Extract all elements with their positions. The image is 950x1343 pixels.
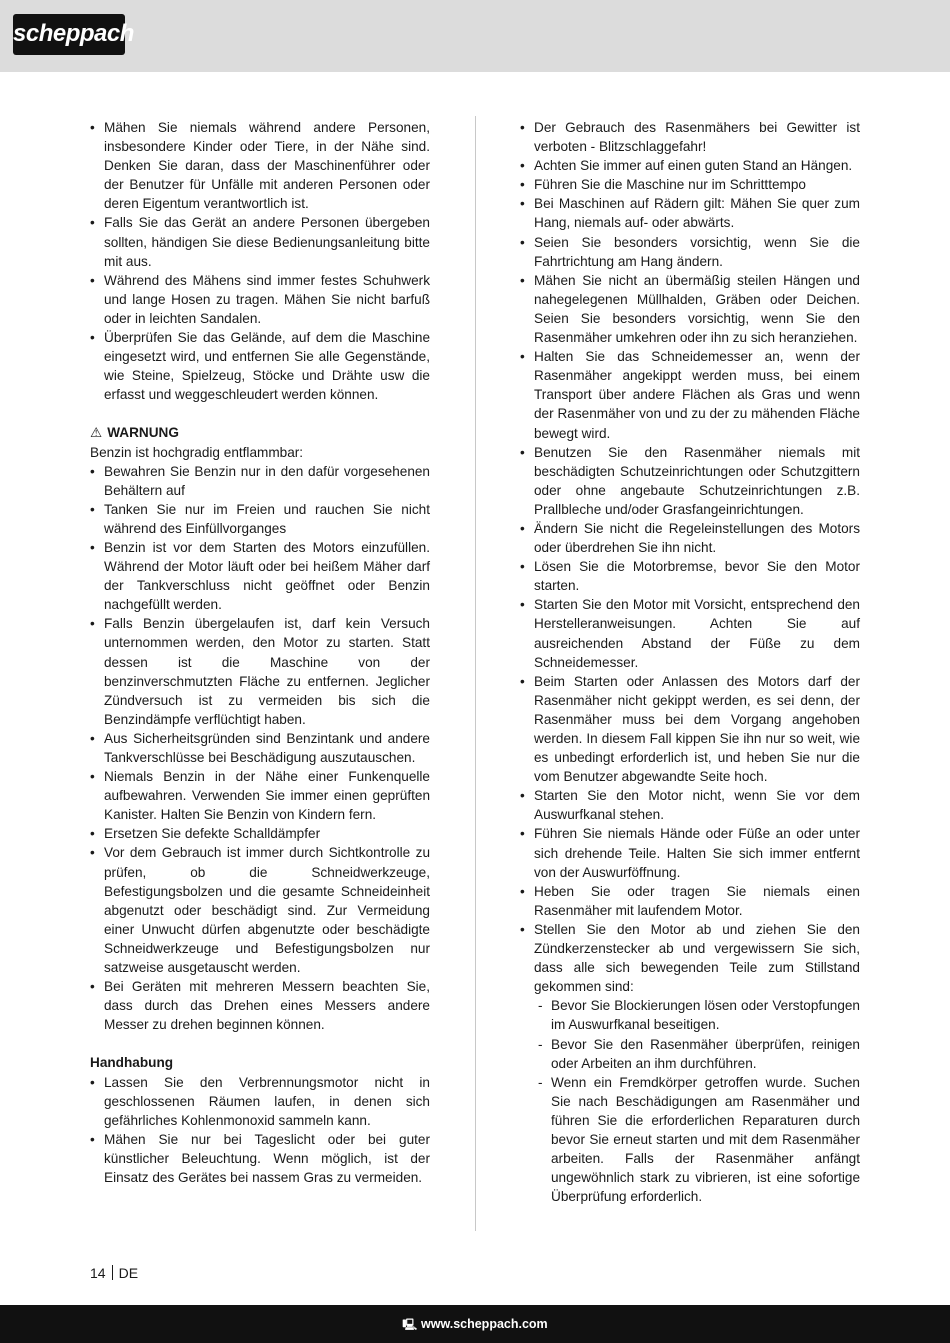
list-item: • Achten Sie immer auf einen guten Stand an Hängen. — [520, 156, 860, 175]
page-footer-label — [90, 1265, 138, 1281]
list-item: • Seien Sie besonders vorsichtig, wenn Sie die Fahrtrichtung am Hang ändern. — [520, 233, 860, 271]
computer-icon: 🖳 — [402, 1319, 418, 1331]
list-item: • Heben Sie oder tragen Sie niemals einen Rasenmäher mit laufendem Motor. — [520, 882, 860, 920]
list-item: • Bewahren Sie Benzin nur in den dafür vorgesehenen Behältern auf — [90, 462, 430, 500]
list-item: • Niemals Benzin in der Nähe einer Funkenquelle aufbewahren. Verwenden Sie immer einen geprüften Kanister. Halten Sie Benzin von Kindern fern. — [90, 767, 430, 824]
list-item: • Benzin ist vor dem Starten des Motors einzufüllen. Während der Motor läuft oder bei heißem Mäher darf der Tankverschluss nicht geöffnet oder Benzin nachgefüllt werden. — [90, 538, 430, 614]
scheppach-logo: scheppach — [13, 14, 125, 55]
list-item: • Führen Sie niemals Hände oder Füße an oder unter sich drehende Teile. Halten Sie sich immer entfernt von der Auswurföffnung. — [520, 824, 860, 881]
list-item: • Überprüfen Sie das Gelände, auf dem die Maschine eingesetzt wird, und entfernen Sie alle Gegenstände, wie Steine, Spielzeug, Stöcke und Drähte usw die erfasst und weggeschleudert werden können. — [90, 328, 430, 404]
list-item: • Bei Maschinen auf Rädern gilt: Mähen Sie quer zum Hang, niemals auf- oder abwärts. — [520, 194, 860, 232]
stop-engine-sublist — [520, 996, 860, 1206]
list-item: • Stellen Sie den Motor ab und ziehen Sie den Zündkerzenstecker ab und vergewissern Sie sich, dass alle sich bewegenden Teile zum Stillstand gekommen sind: — [520, 920, 860, 996]
left-column — [90, 118, 430, 1187]
right-column — [520, 118, 860, 1206]
list-item: • Starten Sie den Motor nicht, wenn Sie vor dem Auswurfkanal stehen. — [520, 786, 860, 824]
list-item: • Lassen Sie den Verbrennungsmotor nicht in geschlossenen Räumen laufen, in denen sich gefährliches Kohlenmonoxid sammeln kann. — [90, 1073, 430, 1130]
list-item: • Mähen Sie niemals während andere Personen, insbesondere Kinder oder Tiere, in der Nähe sind. Denken Sie daran, dass der Maschinenführer oder der Benutzer für Unfälle mit anderen Personen oder deren Eigentum verantwortlich ist. — [90, 118, 430, 213]
list-item: • Halten Sie das Schneidemesser an, wenn der Rasenmäher angekippt werden muss, bei einem Transport über andere Flächen als Gras und wenn der Rasenmäher von und zu der zu mähenden Fläche bewegt wird. — [520, 347, 860, 442]
list-item: • Vor dem Gebrauch ist immer durch Sichtkontrolle zu prüfen, ob die Schneidwerkzeuge, Befestigungsbolzen und die gesamte Schneideinheit abgenutzt oder beschädigt sind. Zur Vermeidung einer Unwucht dürfen abgenutzte oder beschädigte Schneidwerkzeuge und Befestigungsbolzen nur satzweise ausgetauscht werden. — [90, 843, 430, 977]
list-item: • Benutzen Sie den Rasenmäher niemals mit beschädigten Schutzeinrichtungen oder Schutzgittern oder ohne angebaute Schutzeinrichtungen z.B. Prallbleche und/oder Grasfangeinrichtungen. — [520, 443, 860, 519]
warning-title: WARNUNG — [107, 425, 179, 441]
list-item: • Ändern Sie nicht die Regeleinstellungen des Motors oder überdrehen Sie ihn nicht. — [520, 519, 860, 557]
sub-list-item: - Wenn ein Fremdkörper getroffen wurde. Suchen Sie nach Beschädigungen am Rasenmäher und führen Sie die erforderlichen Reparaturen durch bevor Sie erneut starten und mit dem Rasenmäher arbeiten. Falls der Rasenmäher anfängt ungewöhnlich stark zu vibrieren, ist eine sofortige Überprüfung erforderlich. — [520, 1073, 860, 1207]
list-item: • Mähen Sie nur bei Tageslicht oder bei guter künstlicher Beleuchtung. Wenn möglich, ist der Einsatz des Gerätes bei nassem Gras zu vermeiden. — [90, 1130, 430, 1187]
page-number: 14 — [90, 1265, 106, 1281]
language-code: DE — [118, 1265, 139, 1281]
column-divider — [475, 116, 476, 1231]
website-link[interactable] — [0, 1316, 950, 1335]
intro-list — [90, 118, 430, 404]
website-url: www.scheppach.com — [421, 1317, 548, 1331]
list-item: • Aus Sicherheitsgründen sind Benzintank und andere Tankverschlüsse bei Beschädigung auszutauschen. — [90, 729, 430, 767]
safety-list — [520, 118, 860, 996]
handling-heading: Handhabung — [90, 1055, 174, 1071]
list-item: • Der Gebrauch des Rasenmähers bei Gewitter ist verboten - Blitzschlaggefahr! — [520, 118, 860, 156]
list-item: • Falls Benzin übergelaufen ist, darf kein Versuch unternommen werden, den Motor zu starten. Statt dessen ist die Maschine von der benzinverschmutzten Fläche zu entfernen. Jeglicher Zündversuch ist zu vermeiden bis sich die Benzindämpfe verflüchtigt haben. — [90, 614, 430, 729]
list-item: • Bei Geräten mit mehreren Messern beachten Sie, dass durch das Drehen eines Messers andere Messer zu drehen beginnen können. — [90, 977, 430, 1034]
list-item: • Während des Mähens sind immer festes Schuhwerk und lange Hosen zu tragen. Mähen Sie nicht barfuß oder in leichten Sandalen. — [90, 271, 430, 328]
list-item: • Führen Sie die Maschine nur im Schritttempo — [520, 175, 860, 194]
list-item: • Mähen Sie nicht an übermäßig steilen Hängen und nahegelegenen Müllhalden, Gräben oder Deichen. Seien Sie besonders vorsichtig, wenn Sie den Rasenmäher umkehren oder ihn zu sich heranziehen. — [520, 271, 860, 347]
footer-separator — [112, 1265, 113, 1280]
warning-intro: Benzin ist hochgradig entflammbar: — [90, 444, 304, 460]
handling-list — [90, 1073, 430, 1188]
warning-heading — [90, 423, 430, 442]
page-header — [0, 0, 950, 72]
warning-list — [90, 462, 430, 1035]
list-item: • Lösen Sie die Motorbremse, bevor Sie den Motor starten. — [520, 557, 860, 595]
list-item: • Ersetzen Sie defekte Schalldämpfer — [90, 824, 430, 843]
list-item: • Tanken Sie nur im Freien und rauchen Sie nicht während des Einfüllvorganges — [90, 500, 430, 538]
sub-list-item: - Bevor Sie den Rasenmäher überprüfen, reinigen oder Arbeiten an ihm durchführen. — [520, 1035, 860, 1073]
bottom-bar — [0, 1305, 950, 1343]
list-item: • Falls Sie das Gerät an andere Personen übergeben sollten, händigen Sie diese Bedienungsanleitung bitte mit aus. — [90, 213, 430, 270]
sub-list-item: - Bevor Sie Blockierungen lösen oder Verstopfungen im Auswurfkanal beseitigen. — [520, 996, 860, 1034]
warning-triangle-icon: ⚠ — [90, 425, 103, 441]
list-item: • Beim Starten oder Anlassen des Motors darf der Rasenmäher nicht gekippt werden, es sei denn, der Rasenmäher muss bei dem Vorgang angehoben werden. In diesem Fall kippen Sie ihn nur so weit, wie es unbedingt erforderlich ist, und heben Sie nur die vom Benutzer abgewandte Seite hoch. — [520, 672, 860, 787]
list-item: • Starten Sie den Motor mit Vorsicht, entsprechend den Herstelleranweisungen. Achten Sie auf ausreichenden Abstand der Füße zu dem Schneidemesser. — [520, 595, 860, 671]
